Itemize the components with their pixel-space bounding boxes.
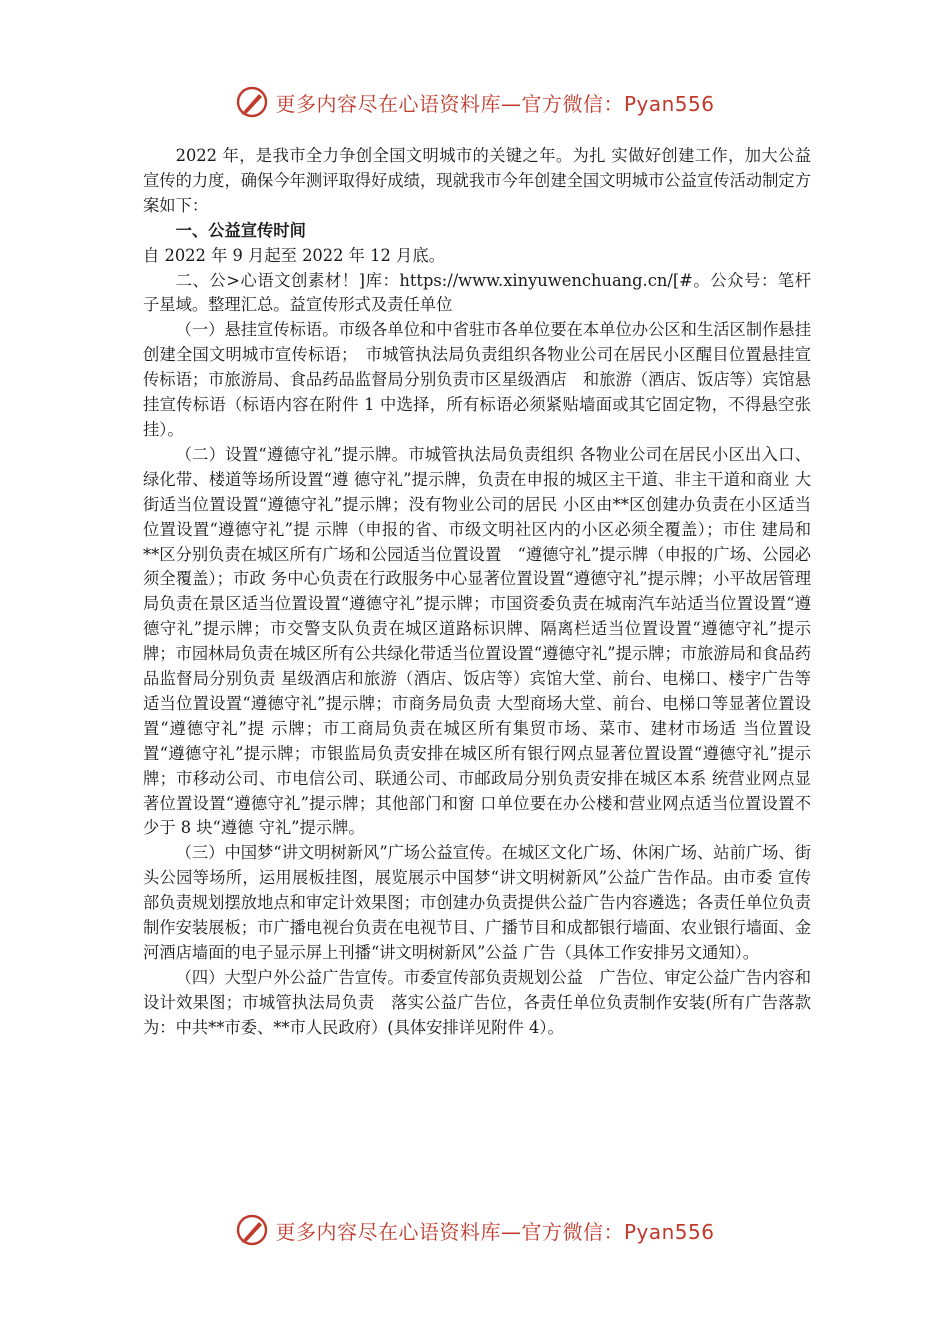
- item-3-paragraph: （三）中国梦“讲文明树新风”广场公益宣传。在城区文化广场、休闲广场、站前广场、街头公园等场所，运用展板挂图，展览展示中国梦“讲文明树新风”公益广告作品。由市委 宣传部负责规划摆放地点和审定计效果图；市创建办负责提供公益广告内容遴选；各责任单位负责制作安装展板；市广播电视台负责在电视节目、广播节目和成都银行墙面、农业银行墙面、金河酒店墙面的电子显示屏上刊播“讲文明树新风”公益 广告（具体工作安排另文通知）。: [143, 843, 811, 962]
- document-body: [143, 144, 811, 1041]
- item-4-paragraph: （四）大型户外公益广告宣传。市委宣传部负责规划公益 广告位、审定公益广告内容和设计效果图；市城管执法局负责 落实公益广告位，各责任单位负责制作安装(所有广告落款为：中共**市委、**市人民政府）(具体安排详见附件 4）。: [143, 967, 811, 1037]
- item-2-paragraph: （二）设置“遵德守礼”提示牌。市城管执法局负责组织 各物业公司在居民小区出入口、绿化带、楼道等场所设置“遵 德守礼”提示牌，负责在申报的城区主干道、非主干道和商业 大街适当位置设置“遵德守礼”提示牌；没有物业公司的居民 小区由**区创建办负责在小区适当位置设置“遵德守礼”提 示牌（申报的省、市级文明社区内的小区必须全覆盖）；市住 建局和**区分别负责在城区所有广场和公园适当位置设置 “遵德守礼”提示牌（申报的广场、公园必须全覆盖）；市政 务中心负责在行政服务中心显著位置设置“遵德守礼”提示牌；小平故居管理局负责在景区适当位置设置“遵德守礼”提示牌；市国资委负责在城南汽车站适当位置设置“遵德守礼”提示牌；市交警支队负责在城区道路标识牌、隔离栏适当位置设置“遵德守礼”提示牌；市园林局负责在城区所有公共绿化带适当位置设置“遵德守礼”提示牌；市旅游局和食品药品监督局分别负责 星级酒店和旅游（酒店、饭店等）宾馆大堂、前台、电梯口、楼宇广告等适当位置设置“遵德守礼”提示牌；市商务局负责 大型商场大堂、前台、电梯口等显著位置设置“遵德守礼”提 示牌；市工商局负责在城区所有集贸市场、菜市、建材市场适 当位置设置“遵德守礼”提示牌；市银监局负责安排在城区所有银行网点显著位置设置“遵德守礼”提示牌；市移动公司、市电信公司、联通公司、市邮政局分别负责安排在城区本系 统营业网点显著位置设置“遵德守礼”提示牌；其他部门和窗 口单位要在办公楼和营业网点适当位置设置不少于 8 块“遵德 守礼”提示牌。: [143, 444, 811, 838]
- pen-logo-icon: [235, 85, 269, 119]
- section-1-text: 自 2022 年 9 月起至 2022 年 12 月底。: [143, 245, 445, 265]
- banner-text: 更多内容尽在心语资料库—官方微信：Pyan556: [275, 1219, 715, 1244]
- section-1-heading: 一、公益宣传时间: [175, 220, 306, 240]
- intro-paragraph: 2022 年，是我市全力争创全国文明城市的关键之年。为扎 实做好创建工作，加大公益宣传的力度，确保今年测评取得好成绩，现就我市今年创建全国文明城市公益宣传活动制定方案如下：: [143, 146, 811, 215]
- section-2-heading: 二、公>心语文创素材！]库：https://www.xinyuwenchuang.cn/[#。公众号：笔杆子星域。整理汇总。益宣传形式及责任单位: [143, 270, 811, 315]
- item-1-paragraph: （一）悬挂宣传标语。市级各单位和中省驻市各单位要在本单位办公区和生活区制作悬挂创建全国文明城市宣传标语； 市城管执法局负责组织各物业公司在居民小区醒目位置悬挂宣传标语；市旅游局、食品药品监督局分别负责市区星级酒店 和旅游（酒店、饭店等）宾馆悬挂宣传标语（标语内容在附件 1 中选择，所有标语必须紧贴墙面或其它固定物，不得悬空张挂）。: [143, 320, 811, 439]
- banner-text: 更多内容尽在心语资料库—官方微信：Pyan556: [275, 91, 715, 116]
- footer-banner: [0, 1210, 950, 1250]
- header-banner: [0, 82, 950, 122]
- pen-logo-icon: [235, 1213, 269, 1247]
